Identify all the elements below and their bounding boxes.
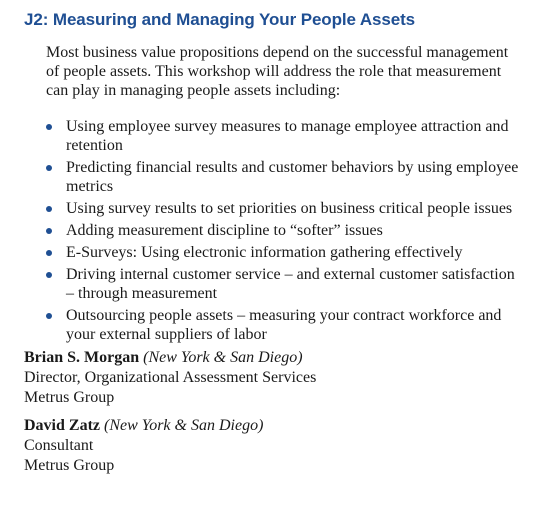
topic-text: E-Surveys: Using electronic information gathering effectively xyxy=(66,244,463,261)
topic-text: Using employee survey measures to manage employee attraction and retention xyxy=(66,118,509,154)
presenter-company: Metrus Group xyxy=(24,389,115,406)
presenter-company: Metrus Group xyxy=(24,457,115,474)
bullet-icon xyxy=(46,313,52,319)
bullet-icon xyxy=(46,272,52,278)
topic-item xyxy=(46,265,522,303)
presenter-name: David Zatz xyxy=(24,417,100,434)
topic-list xyxy=(46,117,522,347)
topic-text: Using survey results to set priorities on business critical people issues xyxy=(66,200,513,217)
bullet-icon xyxy=(46,228,52,234)
topic-text: Adding measurement discipline to “softer” issues xyxy=(66,222,383,239)
bullet-icon xyxy=(46,250,52,256)
bullet-icon xyxy=(46,124,52,130)
presenter-block xyxy=(24,348,524,408)
topic-item xyxy=(46,221,522,240)
topic-item xyxy=(46,306,522,344)
presenter-role: Director, Organizational Assessment Services xyxy=(24,369,317,386)
topic-item xyxy=(46,199,522,218)
presenter-role: Consultant xyxy=(24,437,94,454)
bullet-icon xyxy=(46,165,52,171)
workshop-intro: Most business value propositions depend on the successful management of people assets. This workshop will address the role that measurement can play in managing people assets including: xyxy=(46,44,509,99)
topic-item xyxy=(46,117,522,155)
presenter-location: (New York & San Diego) xyxy=(104,417,264,434)
workshop-title: J2: Measuring and Managing Your People Assets xyxy=(24,10,415,29)
topic-text: Outsourcing people assets – measuring your contract workforce and your external suppliers of labor xyxy=(66,307,502,343)
topic-item xyxy=(46,243,522,262)
presenter-name: Brian S. Morgan xyxy=(24,349,140,366)
topic-item xyxy=(46,158,522,196)
bullet-icon xyxy=(46,206,52,212)
topic-text: Predicting financial results and customer behaviors by using employee metrics xyxy=(66,159,519,195)
topic-text: Driving internal customer service – and external customer satisfaction – through measurement xyxy=(66,266,515,302)
presenter-block xyxy=(24,416,524,476)
presenter-location: (New York & San Diego) xyxy=(143,349,303,366)
